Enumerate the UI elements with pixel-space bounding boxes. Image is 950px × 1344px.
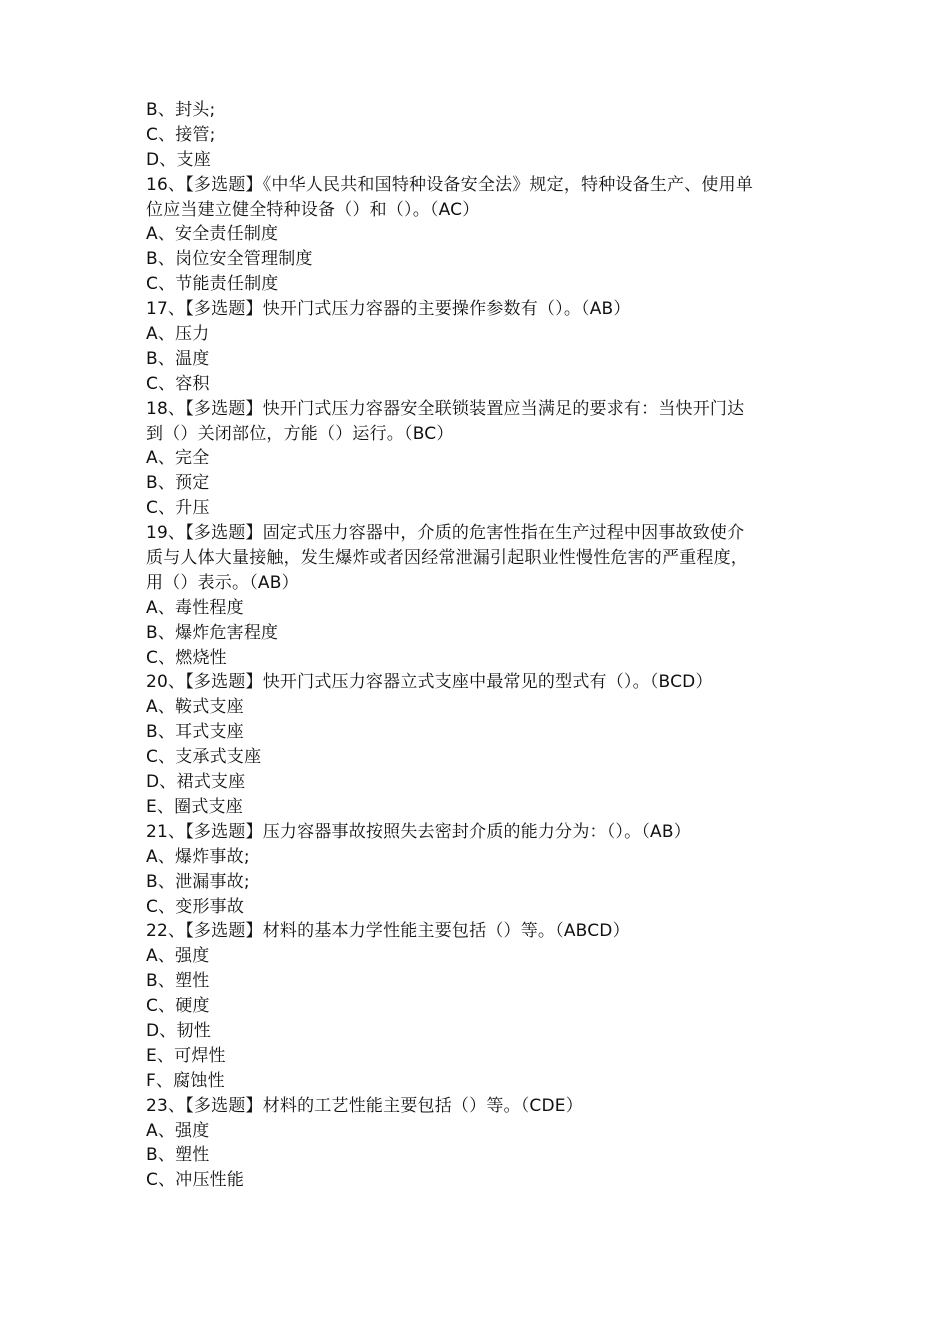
answer-option: A、安全责任制度 (146, 224, 279, 245)
answer-option: B、耳式支座 (146, 722, 244, 743)
answer-option: B、岗位安全管理制度 (146, 249, 313, 270)
question-block (146, 670, 816, 695)
answer-option: A、强度 (146, 946, 210, 967)
question-text-line: 22、【多选题】材料的基本力学性能主要包括（）等。（ABCD） (146, 921, 630, 942)
answer-option: D、韧性 (146, 1020, 211, 1041)
answer-option: B、塑性 (146, 971, 210, 992)
question-text-line: 16、【多选题】《中华人民共和国特种设备安全法》规定，特种设备生产、使用单 (146, 174, 754, 195)
answer-option: B、预定 (146, 473, 210, 494)
question-text-line: 23、【多选题】材料的工艺性能主要包括（）等。（CDE） (146, 1095, 583, 1116)
question-block (146, 1094, 816, 1119)
question-text-line: 位应当建立健全特种设备（）和（）。（AC） (146, 199, 480, 220)
answer-option: D、支座 (146, 149, 211, 170)
question-text-line: 质与人体大量接触，发生爆炸或者因经常泄漏引起职业性慢性危害的严重程度， (146, 548, 748, 569)
answer-option: F、腐蚀性 (146, 1070, 225, 1091)
answer-option: A、爆炸事故; (146, 846, 250, 867)
answer-option: A、鞍式支座 (146, 697, 244, 718)
answer-option: B、泄漏事故; (146, 871, 250, 892)
answer-option: C、支承式支座 (146, 747, 262, 768)
question-text-line: 到（）关闭部位，方能（）运行。（BC） (146, 423, 454, 444)
question-text-line: 18、【多选题】快开门式压力容器安全联锁装置应当满足的要求有：当快开门达 (146, 398, 745, 419)
document-page (146, 98, 816, 1193)
answer-option: B、封头; (146, 100, 216, 120)
question-block (146, 397, 816, 447)
question-text-line: 用（）表示。（AB） (146, 572, 299, 593)
answer-option: C、容积 (146, 373, 210, 394)
question-block (146, 919, 816, 944)
question-block (146, 173, 816, 223)
question-text-line: 21、【多选题】压力容器事故按照失去密封介质的能力分为：（）。（AB） (146, 821, 691, 842)
answer-option: B、温度 (146, 348, 210, 369)
answer-option: B、塑性 (146, 1145, 210, 1166)
answer-option: A、完全 (146, 448, 210, 469)
question-text-line: 17、【多选题】快开门式压力容器的主要操作参数有（）。（AB） (146, 299, 631, 320)
question-block (146, 820, 816, 845)
question-block (146, 297, 816, 322)
answer-option: C、燃烧性 (146, 647, 227, 668)
answer-option: E、可焊性 (146, 1045, 226, 1066)
answer-option: C、冲压性能 (146, 1170, 245, 1191)
answer-option: D、裙式支座 (146, 772, 246, 793)
answer-option: B、爆炸危害程度 (146, 622, 279, 643)
answer-option: C、升压 (146, 498, 210, 519)
question-text-line: 20、【多选题】快开门式压力容器立式支座中最常见的型式有（）。（BCD） (146, 672, 713, 693)
question-block (146, 521, 816, 596)
answer-option: A、强度 (146, 1120, 210, 1141)
answer-option: C、节能责任制度 (146, 274, 279, 295)
answer-option: A、压力 (146, 324, 210, 345)
question-text-line: 19、【多选题】固定式压力容器中，介质的危害性指在生产过程中因事故致使介 (146, 523, 745, 544)
answer-option: E、圈式支座 (146, 796, 243, 817)
answer-option: C、变形事故 (146, 896, 245, 917)
answer-option: A、毒性程度 (146, 597, 244, 618)
answer-option: C、接管; (146, 124, 216, 145)
answer-option: C、硬度 (146, 996, 210, 1017)
